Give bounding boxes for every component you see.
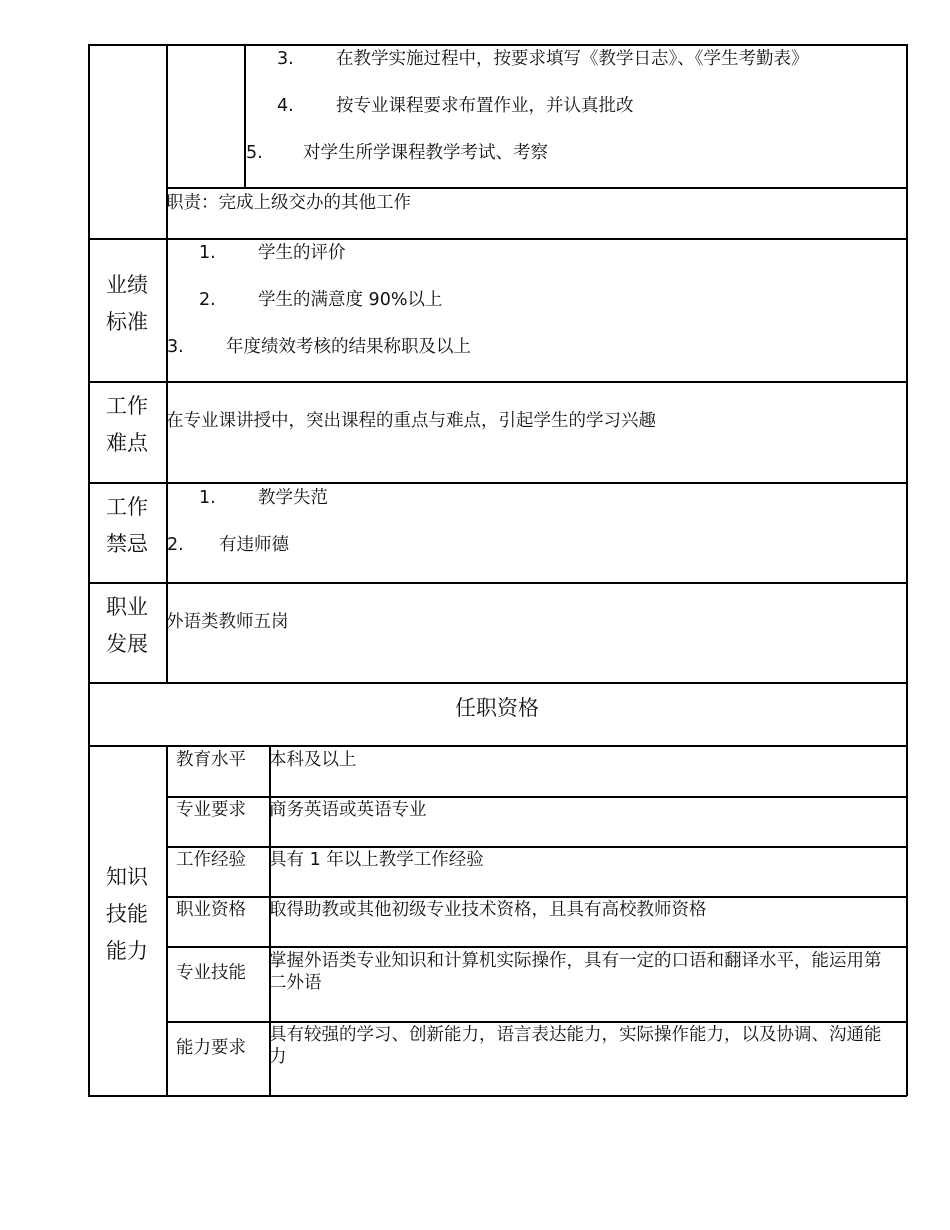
table-divider <box>88 745 907 747</box>
qualification-value: 本科及以上 <box>269 750 357 770</box>
table-divider <box>88 381 907 383</box>
qualification-label-line3: 能力 <box>106 939 148 963</box>
qualification-key: 职业资格 <box>176 900 246 920</box>
qualification-value: 取得助教或其他初级专业技术资格，且具有高校教师资格 <box>269 900 707 920</box>
table-border-bottom <box>88 1095 907 1097</box>
qualification-key: 教育水平 <box>176 750 246 770</box>
performance-item-text: 学生的满意度 90%以上 <box>258 290 443 310</box>
duty-item-text: 按专业课程要求布置作业，并认真批改 <box>336 96 634 116</box>
duty-item-text: 对学生所学课程教学考试、考察 <box>303 143 548 163</box>
career-label-line2: 发展 <box>106 632 148 656</box>
qualification-key: 专业要求 <box>176 800 246 820</box>
difficulty-label-line1: 工作 <box>106 394 148 418</box>
qualification-label-line1: 知识 <box>106 865 148 889</box>
table-divider <box>166 896 907 898</box>
taboo-item-text: 有违师德 <box>219 535 289 555</box>
table-border-right <box>906 44 908 1096</box>
taboo-item-number: 1. <box>199 488 216 508</box>
taboo-label-line1: 工作 <box>106 495 148 519</box>
qualification-key: 工作经验 <box>176 850 246 870</box>
table-divider <box>166 187 907 189</box>
qualification-key: 专业技能 <box>176 963 246 983</box>
table-divider <box>88 682 907 684</box>
performance-item-text: 学生的评价 <box>258 243 346 263</box>
performance-item-number: 1. <box>199 243 216 263</box>
duty-item-text: 在教学实施过程中，按要求填写《教学日志》、《学生考勤表》 <box>336 49 809 69</box>
duty-item-number: 3. <box>277 49 294 69</box>
taboo-item-number: 2. <box>167 535 184 555</box>
table-divider <box>166 846 907 848</box>
performance-label-line1: 业绩 <box>106 273 148 297</box>
qualification-value: 掌握外语类专业知识和计算机实际操作，具有一定的口语和翻译水平，能运用第二外语 <box>269 951 882 993</box>
qualification-value: 具有较强的学习、创新能力，语言表达能力，实际操作能力，以及协调、沟通能力 <box>269 1025 882 1067</box>
table-border-top <box>88 44 907 46</box>
table-divider <box>166 946 907 948</box>
difficulty-text: 在专业课讲授中，突出课程的重点与难点，引起学生的学习兴趣 <box>166 411 656 431</box>
table-divider <box>88 238 907 240</box>
career-label-line1: 职业 <box>106 595 148 619</box>
qualification-section-title: 任职资格 <box>455 696 539 720</box>
qualification-value: 具有 1 年以上教学工作经验 <box>269 850 484 870</box>
label-column-divider <box>166 44 168 682</box>
taboo-item-text: 教学失范 <box>258 488 328 508</box>
performance-item-number: 2. <box>199 290 216 310</box>
table-divider <box>88 482 907 484</box>
performance-item-text: 年度绩效考核的结果称职及以上 <box>226 337 471 357</box>
career-text: 外语类教师五岗 <box>166 612 289 632</box>
qualification-value: 商务英语或英语专业 <box>269 800 427 820</box>
duty-other-text: 职责：完成上级交办的其他工作 <box>166 193 411 213</box>
performance-item-number: 3. <box>167 337 184 357</box>
performance-label-line2: 标准 <box>106 310 148 334</box>
duty-item-number: 4. <box>277 96 294 116</box>
duty-item-number: 5. <box>246 143 263 163</box>
table-divider <box>166 796 907 798</box>
label-column-divider <box>166 745 168 1096</box>
difficulty-label-line2: 难点 <box>106 431 148 455</box>
table-divider <box>88 582 907 584</box>
qualification-key: 能力要求 <box>176 1038 246 1058</box>
qualification-label-line2: 技能 <box>106 902 148 926</box>
inner-column-divider <box>244 44 246 187</box>
table-divider <box>166 1021 907 1023</box>
taboo-label-line2: 禁忌 <box>106 532 148 556</box>
